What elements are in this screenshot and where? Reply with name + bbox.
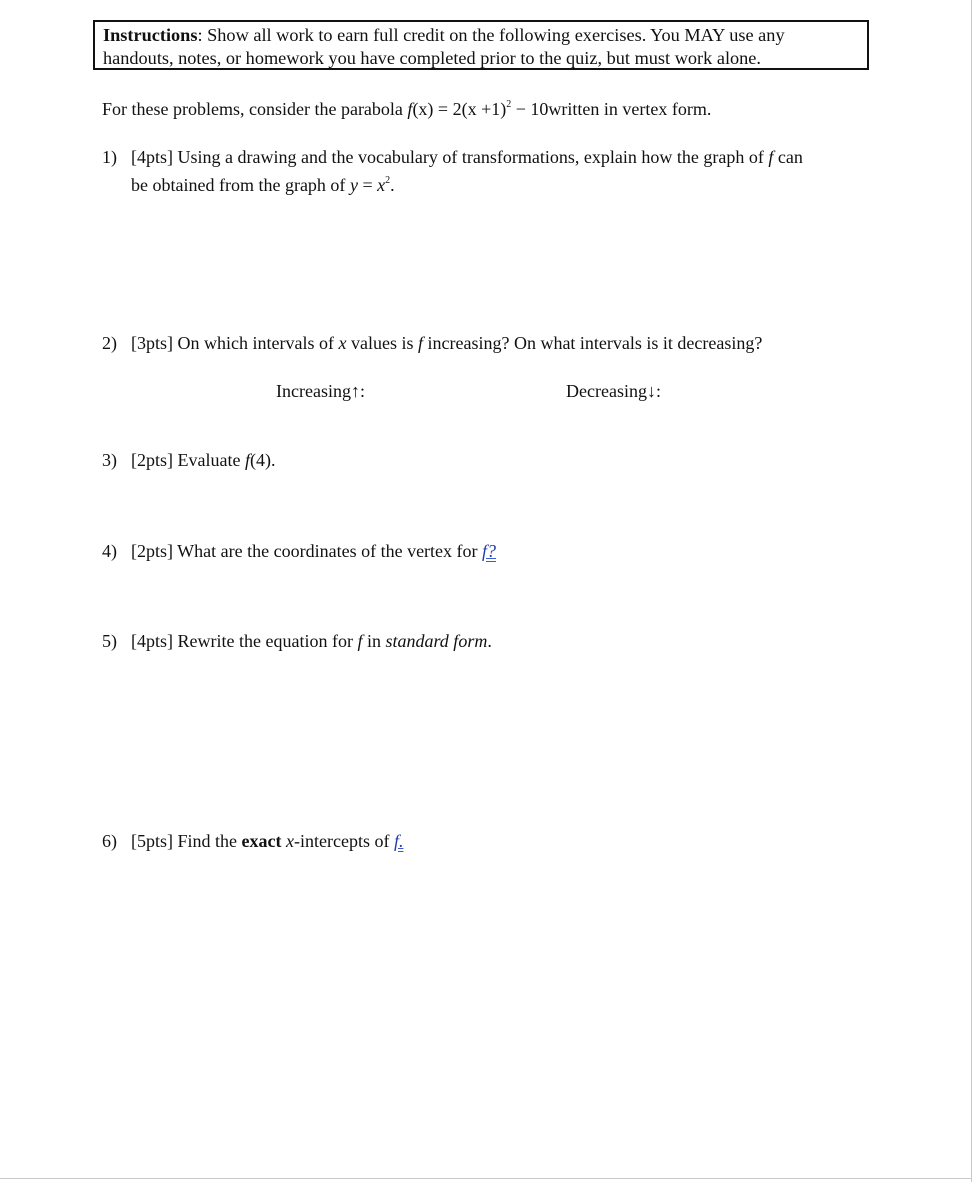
question-3: 3) [2pts] Evaluate f(4).	[102, 450, 276, 470]
question-1-line-2: be obtained from the graph of $y = x^2$.	[131, 175, 395, 195]
question-1: 1) [4pts] Using a drawing and the vocabulary of transformations, explain how the graph of f can	[102, 147, 803, 167]
question-6: 6) [5pts] Find the exact x-intercepts of f.	[102, 831, 404, 851]
page-edge-right	[971, 0, 972, 1182]
instructions-label: Instructions	[103, 25, 198, 45]
question-4: 4) [2pts] What are the coordinates of the vertex for f?	[102, 541, 497, 561]
vertex-form-equation: $f(x) = 2(x +1)^2 - 10$	[407, 99, 549, 119]
decreasing-label: Decreasing↓:	[566, 381, 661, 401]
intro-statement: For these problems, consider the parabola $f(x) = 2(x +1)^2$ − 10written in vertex form.	[102, 99, 712, 119]
instructions-line-2: handouts, notes, or homework you have completed prior to the quiz, but must work alone.	[103, 48, 761, 68]
instructions-box	[93, 20, 869, 70]
function-link[interactable]: f.	[393, 831, 404, 851]
question-5: 5) [4pts] Rewrite the equation for f in standard form.	[102, 631, 492, 651]
function-link[interactable]: f?	[482, 541, 497, 561]
instructions-line-1: Instructions: Show all work to earn full credit on the following exercises. You MAY use any	[103, 25, 785, 45]
question-2: 2) [3pts] On which intervals of x values is f increasing? On what intervals is it decreasing?	[102, 333, 763, 353]
increasing-label: Increasing↑:	[276, 381, 365, 401]
page-edge-bottom	[0, 1178, 972, 1179]
